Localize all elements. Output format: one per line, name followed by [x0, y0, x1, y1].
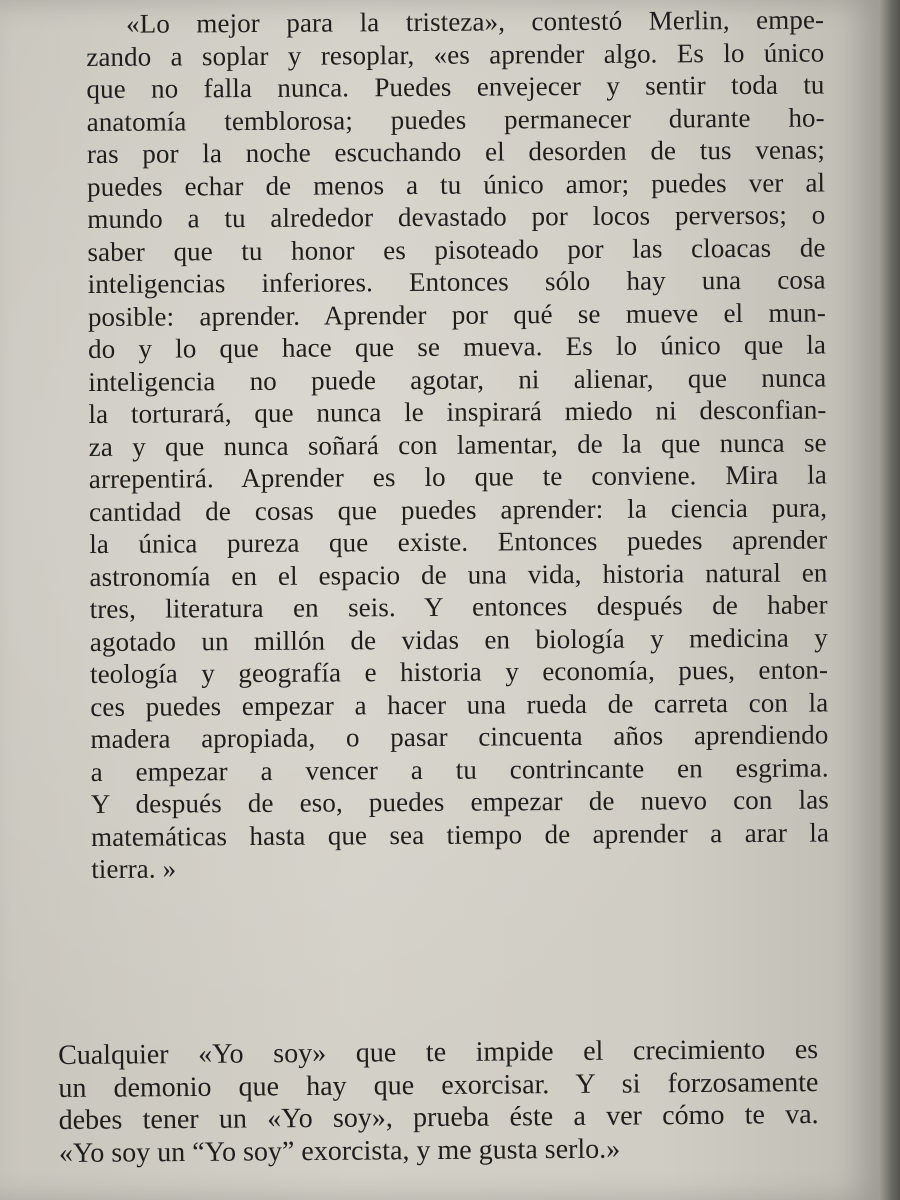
text-line: ras por la noche escuchando el desorden de tus venas; [86, 134, 825, 169]
text-line: tres, literatura en seis. Y entonces después de haber [89, 589, 828, 624]
text-line: posible: aprender. Aprender por qué se mueve el mun- [87, 296, 826, 332]
text-line: un demonio que hay que exorcisar. Y si forzosamente [58, 1066, 819, 1104]
text-line: arrepentirá. Aprender es lo que te conviene. Mira la [88, 459, 827, 494]
page-edge-shadow [880, 0, 900, 1200]
text-line: madera apropiada, o pasar cincuenta años aprendiendo [90, 719, 829, 754]
text-line: cantidad de cosas que puedes aprender: la ciencia pura, [88, 491, 828, 527]
text-line: puedes echar de menos a tu único amor; puedes ver al [86, 166, 826, 202]
text-line: «Lo mejor para la tristeza», contestó Merlin, empe- [126, 4, 825, 39]
text-line: tierra. » [91, 853, 177, 884]
paragraph-yo-soy [58, 1034, 819, 1170]
text-line: inteligencias inferiores. Entonces sólo hay una cosa [87, 264, 826, 299]
text-line: zando a soplar y resoplar, «es aprender algo. Es lo único [86, 36, 825, 72]
text-line: ces puedes empezar a hacer una rueda de carreta con la [90, 686, 829, 722]
text-line: que no falla nunca. Puedes envejecer y sentir toda tu [86, 69, 825, 104]
paragraph-merlin-quote [86, 3, 829, 885]
text-line: matemáticas hasta que sea tiempo de aprender a arar la [90, 816, 830, 852]
text-line: astronomía en el espacio de una vida, historia natural en [89, 556, 828, 592]
text-line: mundo a tu alrededor devastado por locos perversos; o [87, 199, 826, 234]
text-line: la única pureza que existe. Entonces puedes aprender [89, 524, 828, 559]
text-line: teología y geografía e historia y economía, pues, enton- [89, 654, 829, 689]
text-line: a empezar a vencer a tu contrincante en esgrima. [90, 751, 829, 787]
text-line: «Yo soy un “Yo soy” exorcista, y me gusta serlo.» [58, 1133, 621, 1169]
text-line: saber que tu honor es pisoteado por las cloacas de [87, 231, 826, 267]
text-line: Cualquier «Yo soy» que te impide el crecimiento es [58, 1034, 819, 1071]
text-line: anatomía temblorosa; puedes permanecer durante ho- [86, 101, 825, 137]
text-line: za y que nunca soñará con lamentar, de la que nunca se [88, 426, 827, 462]
text-line: inteligencia no puede agotar, ni alienar, que nunca [88, 361, 827, 397]
text-line: la torturará, que nunca le inspirará miedo ni desconfian- [88, 394, 827, 429]
text-line: agotado un millón de vidas en biología y medicina y [89, 621, 828, 657]
text-line: Y después de eso, puedes empezar de nuevo con las [90, 784, 829, 819]
text-line: debes tener un «Yo soy», prueba éste a ver cómo te va. [58, 1099, 819, 1136]
text-line: do y lo que hace que se mueva. Es lo único que la [87, 329, 827, 364]
